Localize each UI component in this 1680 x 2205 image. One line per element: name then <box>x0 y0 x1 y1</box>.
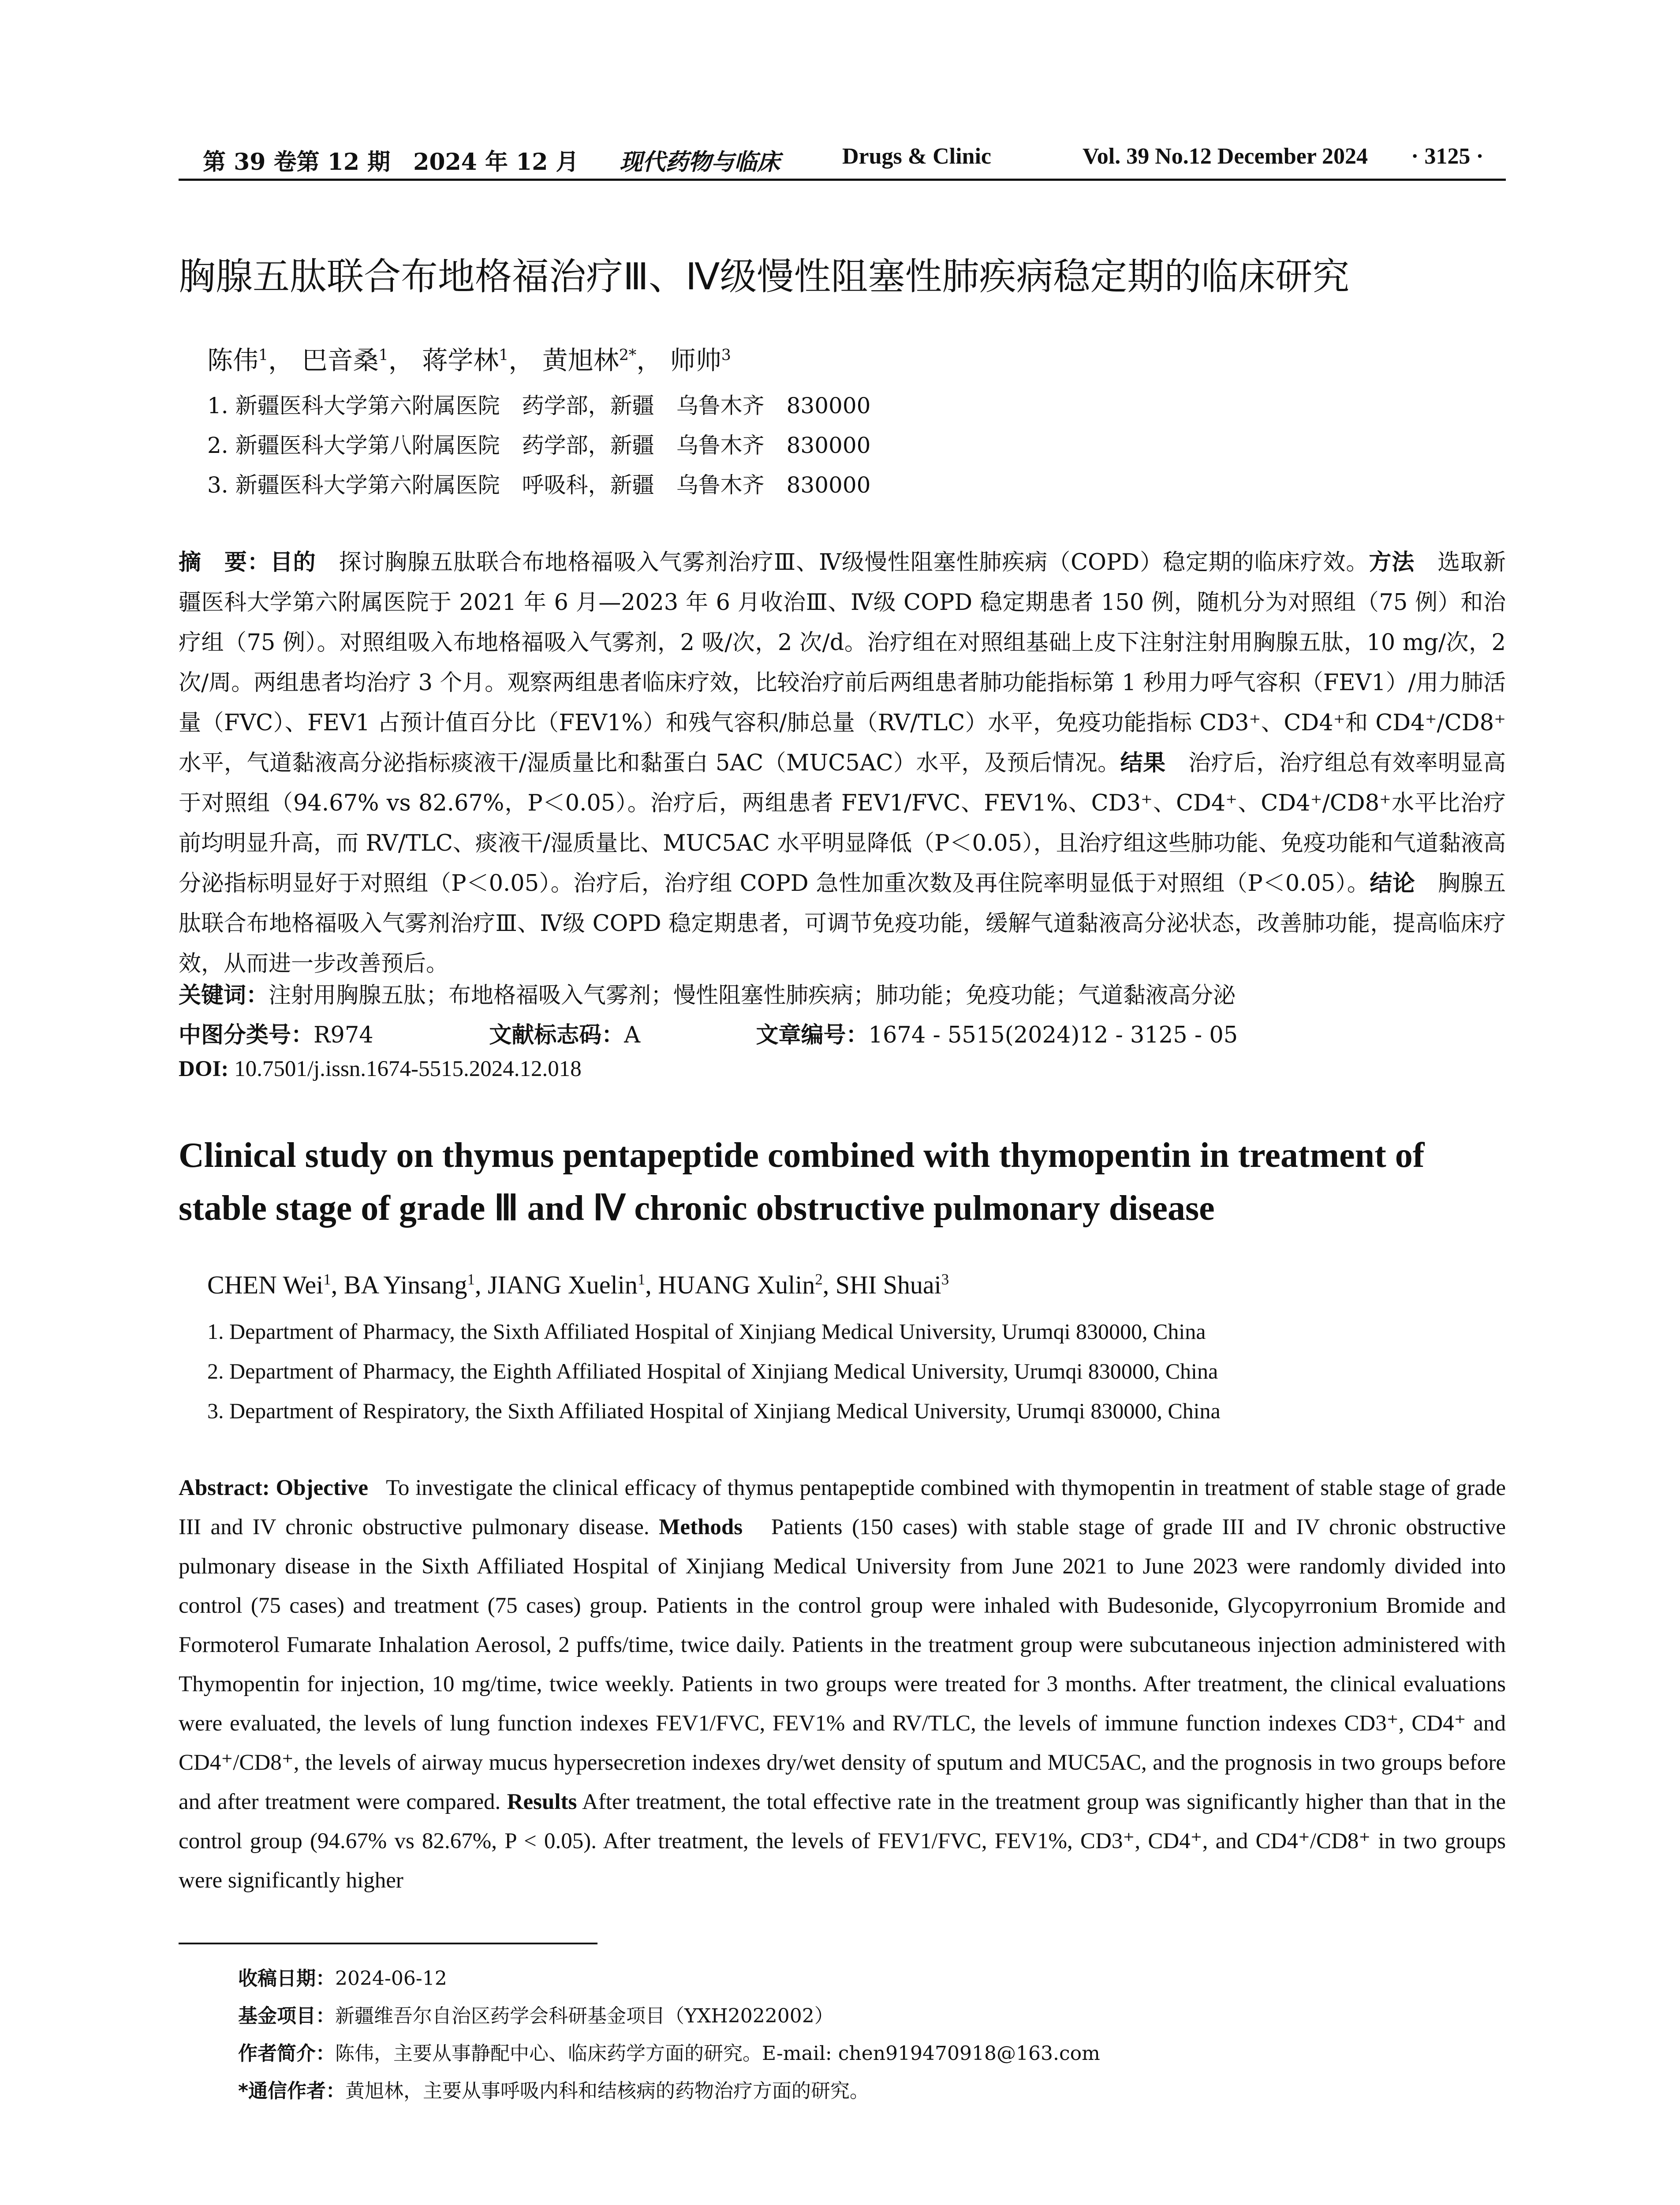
results-text-cn: 治疗后，治疗组总有效率明显高于对照组（94.67% vs 82.67%，P＜0.05）。治疗后，两组患者 FEV1/FVC、FEV1%、CD3⁺、CD4⁺、CD4⁺/CD8⁺水平比治疗前均明显升高，而 RV/TLC、痰液干/湿质量比、MUC5AC 水平明显降低（P＜0.05），且治疗组这些肺功能、免疫功能和气道黏液高分泌指标明显好于对照组（P＜0.05）。治疗后，治疗组 COPD 急性加重次数及再住院率明显低于对照组（P＜0.05）。 <box>179 750 1506 897</box>
conclusion-text-cn: 胸腺五肽联合布地格福吸入气雾剂治疗Ⅲ、Ⅳ级 COPD 稳定期患者，可调节免疫功能，缓解气道黏液高分泌状态，改善肺功能，提高临床疗效，从而进一步改善预后。 <box>179 871 1506 977</box>
header-journal-en: Drugs & Clinic <box>842 144 991 169</box>
clc-value: R974 <box>314 1022 373 1048</box>
footnote-text: 新疆维吾尔自治区药学会科研基金项目（YXH2022002） <box>335 2005 834 2027</box>
author-en: JIANG Xuelin <box>487 1271 638 1299</box>
header-volume: Vol. 39 No.12 December 2024 <box>1083 144 1368 169</box>
keywords-text: 注射用胸腺五肽；布地格福吸入气雾剂；慢性阻塞性肺疾病；肺功能；免疫功能；气道黏液高分泌 <box>269 983 1236 1009</box>
objective-label-en: Objective <box>276 1476 369 1500</box>
article-number-value: 1674 - 5515(2024)12 - 3125 - 05 <box>868 1022 1238 1048</box>
author-mark: 1 <box>323 1271 331 1288</box>
author-cn: 黄旭林 <box>542 345 619 375</box>
footnote-author-bio <box>238 2037 1100 2066</box>
author-mark: 2 <box>815 1271 823 1288</box>
affiliation-en: 2. Department of Pharmacy, the Eighth Affiliated Hospital of Xinjiang Medical University, Urumqi 830000, China <box>207 1359 1218 1383</box>
results-label-en: Results <box>507 1790 577 1814</box>
footnote-label: 作者简介： <box>238 2042 335 2065</box>
doc-code-label: 文献标志码： <box>489 1022 624 1048</box>
author-en: HUANG Xulin <box>658 1271 815 1299</box>
abstract-label-en: Abstract: <box>179 1476 270 1500</box>
authors-en: CHEN Wei$^1$, BA Yinsang$^1$, JIANG Xuelin$^1$, HUANG Xulin$^2$, SHI Shuai$^3$ <box>207 1271 949 1299</box>
header-issue-cn: 第 39 卷第 12 期 2024 年 12 月 <box>203 149 579 176</box>
abstract-en <box>179 1469 1506 1900</box>
footnote-funding <box>238 2000 834 2028</box>
objective-text-en: To investigate the clinical efficacy of thymus pentapeptide combined with thymopentin in treatment of stable stage of grade III and IV chronic obstructive pulmonary disease. <box>179 1476 1506 1540</box>
results-label-cn: 结果 <box>1120 750 1166 776</box>
author-en: CHEN Wei <box>207 1271 324 1299</box>
affiliation-cn: 3. 新疆医科大学第六附属医院 呼吸科，新疆 乌鲁木齐 830000 <box>207 472 871 498</box>
author-en: SHI Shuai <box>835 1271 941 1299</box>
author-cn: 蒋学林 <box>422 345 499 375</box>
footnote-text: 2024-06-12 <box>335 1967 447 1990</box>
affiliation-en: 1. Department of Pharmacy, the Sixth Affiliated Hospital of Xinjiang Medical University, Urumqi 830000, China <box>207 1319 1206 1344</box>
author-mark: 1 <box>258 346 269 364</box>
doi-label: DOI: <box>179 1057 229 1081</box>
article-number-label: 文章编号： <box>756 1022 869 1048</box>
keywords-cn <box>179 977 1236 1009</box>
author-mark: 1 <box>637 1271 646 1288</box>
author-mark: 1 <box>467 1271 475 1288</box>
objective-label-cn: 目的 <box>270 549 316 576</box>
footnote-text: 黄旭林，主要从事呼吸内科和结核病的药物治疗方面的研究。 <box>345 2080 870 2102</box>
footnote-corresponding <box>238 2075 869 2103</box>
footnote-label: 收稿日期： <box>238 1967 335 1990</box>
affiliation-cn: 1. 新疆医科大学第六附属医院 药学部，新疆 乌鲁木齐 830000 <box>207 393 871 419</box>
abstract-cn <box>179 542 1506 984</box>
footnote-text: 陈伟，主要从事静配中心、临床药学方面的研究。E-mail: chen919470918@163.com <box>335 2042 1100 2065</box>
clc-label: 中图分类号： <box>179 1022 314 1048</box>
footnote-received <box>238 1962 447 1991</box>
author-cn: 巴音桑 <box>302 345 379 375</box>
author-mark: 1 <box>378 346 388 364</box>
title-cn: 胸腺五肽联合布地格福治疗Ⅲ、Ⅳ级慢性阻塞性肺疾病稳定期的临床研究 <box>179 255 1350 298</box>
keywords-label: 关键词： <box>179 983 269 1009</box>
conclusion-label-cn: 结论 <box>1370 871 1415 897</box>
authors-cn: 陈伟$^1$， 巴音桑$^1$， 蒋学林$^1$， 黄旭林$^{2*}$， 师帅$^3$ <box>207 345 731 375</box>
methods-text-en: Patients (150 cases) with stable stage of grade III and IV chronic obstructive pulmonary disease in the Sixth Affiliated Hospital of Xinjiang Medical University from June 2021 to June 2023 were randomly divided into control (75 cases) and treatment (75 cases) group. Patients in the control group were inhaled with Budesonide, Glycopyrronium Bromide and Formoterol Fumarate Inhalation Aerosol, 2 puffs/time, twice daily. Patients in the treatment group were subcutaneous injection administered with Thymopentin for injection, 10 mg/time, twice weekly. Patients in two groups were treated for 3 months. After treatment, the clinical evaluations were evaluated, the levels of lung function indexes FEV1/FVC, FEV1% and RV/TLC, the levels of immune function indexes CD3⁺, CD4⁺ and CD4⁺/CD8⁺, the levels of airway mucus hypersecretion indexes dry/wet density of sputum and MUC5AC, and the prognosis in two groups before and after treatment were compared. <box>179 1515 1506 1814</box>
results-text-en: After treatment, the total effective rate in the treatment group was significantly higher than that in the control group (94.67% vs 82.67%, P < 0.05). After treatment, the levels of FEV1/FVC, FEV1%, CD3⁺, CD4⁺, and CD4⁺/CD8⁺ in two groups were significantly higher <box>179 1790 1506 1893</box>
author-mark: 1 <box>499 346 509 364</box>
footnote-label: *通信作者： <box>238 2080 346 2102</box>
doc-code-value: A <box>624 1022 641 1048</box>
footnote-divider <box>179 1943 597 1944</box>
author-mark: 3 <box>721 346 731 364</box>
methods-label-cn: 方法 <box>1369 549 1415 576</box>
header-journal-cn: 现代药物与临床 <box>620 149 780 176</box>
methods-label-en: Methods <box>659 1515 743 1540</box>
author-mark: 2* <box>619 346 637 364</box>
running-header <box>179 139 1506 181</box>
author-en: BA Yinsang <box>343 1271 467 1299</box>
classification-line <box>179 1017 1238 1049</box>
doi-line <box>179 1056 582 1082</box>
abstract-label-cn: 摘 要： <box>179 549 270 576</box>
author-mark: 3 <box>941 1271 949 1288</box>
objective-text-cn: 探讨胸腺五肽联合布地格福吸入气雾剂治疗Ⅲ、Ⅳ级慢性阻塞性肺疾病（COPD）稳定期的临床疗效。 <box>339 549 1369 576</box>
title-en: Clinical study on thymus pentapeptide combined with thymopentin in treatment of stable stage of grade Ⅲ and Ⅳ chronic obstructive pulmonary disease <box>179 1136 1425 1228</box>
doi-value[interactable]: 10.7501/j.issn.1674-5515.2024.12.018 <box>234 1057 582 1081</box>
affiliation-cn: 2. 新疆医科大学第八附属医院 药学部，新疆 乌鲁木齐 830000 <box>207 433 871 458</box>
author-cn: 师帅 <box>670 345 721 375</box>
affiliation-en: 3. Department of Respiratory, the Sixth Affiliated Hospital of Xinjiang Medical University, Urumqi 830000, China <box>207 1398 1221 1423</box>
methods-text-cn: 选取新疆医科大学第六附属医院于 2021 年 6 月—2023 年 6 月收治Ⅲ、Ⅳ级 COPD 稳定期患者 150 例，随机分为对照组（75 例）和治疗组（75 例）。对照组吸入布地格福吸入气雾剂，2 吸/次，2 次/d。治疗组在对照组基础上皮下注射注射用胸腺五肽，10 mg/次，2 次/周。两组患者均治疗 3 个月。观察两组患者临床疗效，比较治疗前后两组患者肺功能指标第 1 秒用力呼气容积（FEV1）/用力肺活量（FVC）、FEV1 占预计值百分比（FEV1%）和残气容积/肺总量（RV/TLC）水平，免疫功能指标 CD3⁺、CD4⁺和 CD4⁺/CD8⁺水平，气道黏液高分泌指标痰液干/湿质量比和黏蛋白 5AC（MUC5AC）水平，及预后情况。 <box>179 549 1506 776</box>
header-page-number: · 3125 · <box>1411 144 1484 169</box>
footnote-label: 基金项目： <box>238 2005 335 2027</box>
author-cn: 陈伟 <box>207 345 259 375</box>
